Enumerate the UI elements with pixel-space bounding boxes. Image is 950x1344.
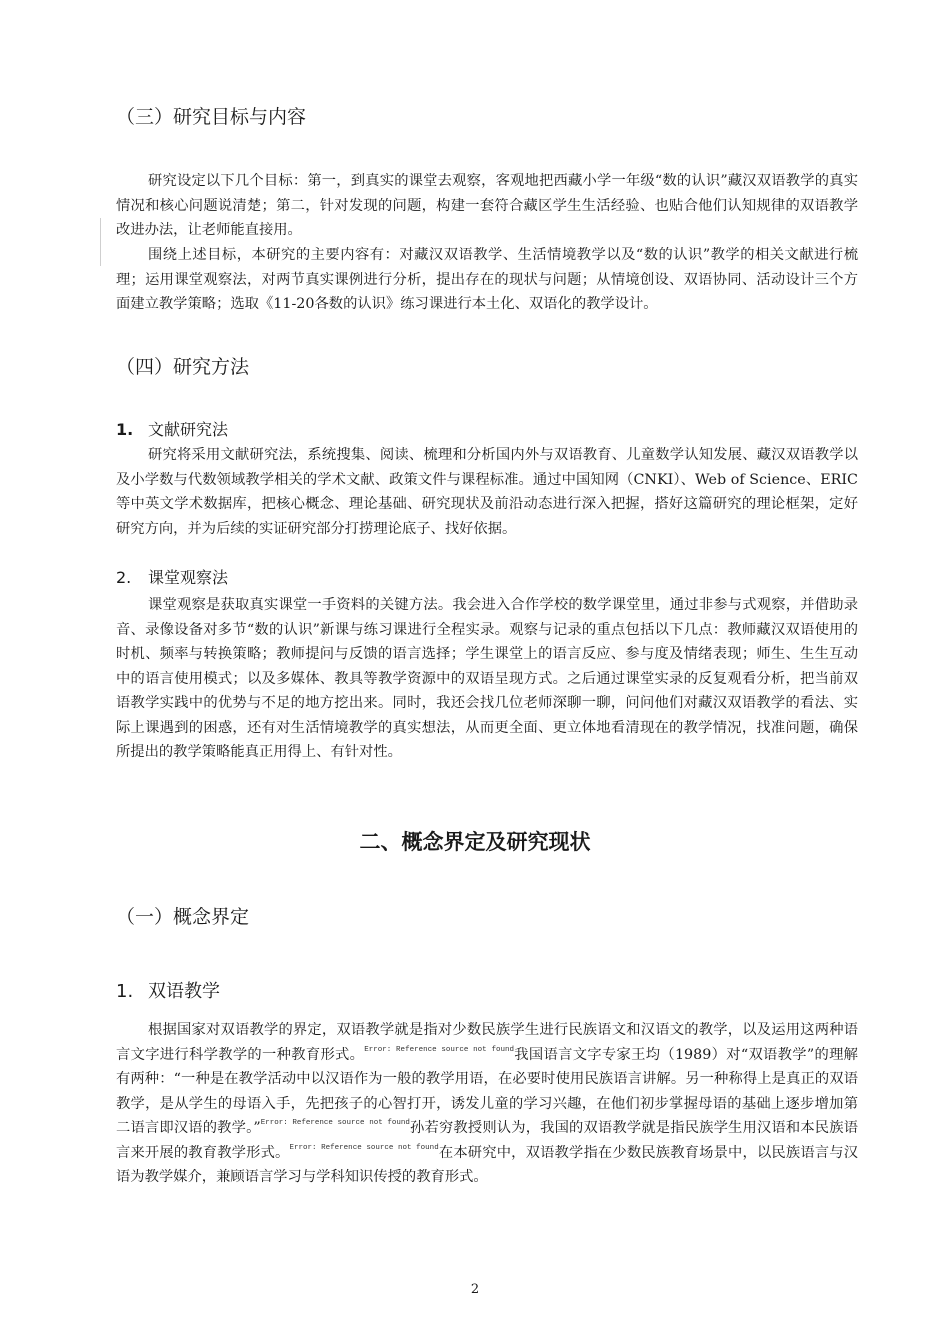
definition-text-1: 根据国家对双语教学的界定，双语教学就是指对少数民族学生进行民族语文和汉语文的教学，以及运用这两种语言文字进行科学教学的一种教育形式。 (116, 1022, 858, 1063)
page-number: 2 (470, 1282, 480, 1297)
reference-error-1: Error: Reference source not found (364, 1045, 514, 1054)
method-title: 文献研究法 (148, 420, 229, 439)
reference-error-3: Error: Reference source not found (289, 1143, 439, 1152)
definition-title: 双语教学 (148, 981, 220, 1002)
paragraph-goals-1: 研究设定以下几个目标：第一，到真实的课堂去观察，客观地把西藏小学一年级“数的认识”藏汉双语教学的真实情况和核心问题说清楚；第二，针对发现的问题，构建一套符合藏区学生生活经验、也贴合他们认知规律的双语教学改进办法，让老师能直接用。 (116, 173, 858, 238)
section-heading-goals: （三）研究目标与内容 (116, 106, 307, 128)
paragraph-observation-method: 课堂观察是获取真实课堂一手资料的关键方法。我会进入合作学校的数学课堂里，通过非参与式观察，并借助录音、录像设备对多节“数的认识”新课与练习课进行全程实录。观察与记录的重点包括以下几点：教师藏汉双语使用的时机、频率与转换策略；教师提问与反馈的语言选择；学生课堂上的语言反应、参与度及情绪表现；师生、生生互动中的语言使用模式；以及多媒体、教具等教学资源中的双语呈现方式。之后通过课堂实录的反复观看分析，把当前双语教学实践中的优势与不足的地方挖出来。同时，我还会找几位老师深聊一聊，问问他们对藏汉双语教学的看法、实际上课遇到的困惑，还有对生活情境教学的真实想法，从而更全面、更立体地看清现在的教学情况，找准问题，确保所提出的教学策略能真正用得上、有针对性。 (116, 597, 858, 760)
definition-heading-bilingual (116, 981, 858, 1003)
margin-marker (100, 218, 101, 266)
chapter-heading: 二、概念界定及研究现状 (359, 830, 591, 854)
section-heading-definitions: （一）概念界定 (116, 906, 250, 928)
paragraph-goals-2: 围绕上述目标，本研究的主要内容有：对藏汉双语教学、生活情境教学以及“数的认识”教学的相关文献进行梳理；运用课堂观察法，对两节真实课例进行分析，提出存在的现状与问题；从情境创设、双语协同、活动设计三个方面建立教学策略；选取《11-20各数的认识》练习课进行本土化、双语化的教学设计。 (116, 247, 858, 312)
reference-error-2: Error: Reference source not found (260, 1119, 410, 1127)
paragraph-bilingual-definition (116, 1018, 858, 1190)
paragraph-literature-method: 研究将采用文献研究法，系统搜集、阅读、梳理和分析国内外与双语教育、儿童数学认知发展、藏汉双语教学以及小学数与代数领域教学相关的学术文献、政策文件与课程标准。通过中国知网（CNKI）、Web of Science、ERIC等中英文学术数据库，把核心概念、理论基础、研究现状及前沿动态进行深入把握，搭好这篇研究的理论框架，定好研究方向，并为后续的实证研究部分打捞理论底子、找好依据。 (116, 447, 858, 537)
method-heading-literature (116, 419, 858, 441)
method-number: 2. (116, 568, 132, 587)
method-heading-observation (116, 567, 858, 589)
definition-text-2: 我国语言文字专家王均（1989）对“双语教学”的理解有两种：“一种是在教学活动中以汉语作为一般的教学用语，在必要时使用民族语言讲解。另一种称得上是真正的双语教学，是从学生的母语入手，先把孩子的心智打开，诱发儿童的学习兴趣，在他们初步掌握母语的基础上逐步增加第二语言即汉语的教学。” (116, 1046, 858, 1136)
definition-text-3: 孙若穷教授则认为，我国的双语教学就是指民族学生用汉语和本民族语言来开展的教育教学形式。 (116, 1120, 858, 1161)
method-title: 课堂观察法 (148, 568, 229, 587)
definition-text-4: 在本研究中，双语教学指在少数民族教育场景中，以民族语言与汉语为教学媒介，兼顾语言学习与学科知识传授的教育形式。 (116, 1144, 859, 1185)
section-heading-methods: （四）研究方法 (116, 356, 250, 378)
definition-number: 1. (116, 981, 134, 1002)
method-number: 1. (116, 420, 134, 439)
